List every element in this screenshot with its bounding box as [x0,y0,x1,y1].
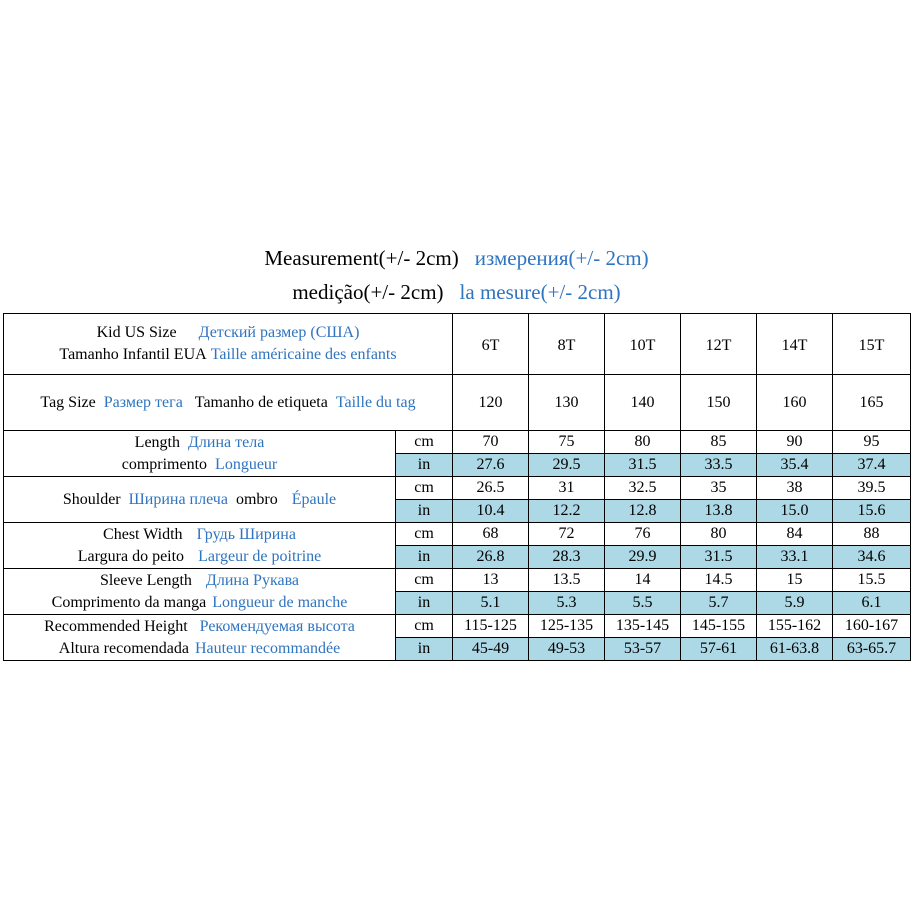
length-cm-value: 70 [453,431,529,454]
shoulder-pt: ombro [235,490,278,508]
shoulder-cm-row [4,477,911,500]
length-ru: Длина тела [188,433,265,451]
unit-in: in [396,500,453,523]
chest-in-value: 28.3 [529,546,605,569]
sleeve-ru: Длина Рукава [205,571,300,589]
chest-cm-value: 72 [529,523,605,546]
unit-cm: cm [396,569,453,592]
length-in-value: 37.4 [833,454,911,477]
header-row [4,314,911,375]
shoulder-cm-value: 39.5 [833,477,911,500]
length-pt: comprimento [121,455,208,473]
chest-cm-value: 68 [453,523,529,546]
shoulder-label [4,477,396,523]
size-10t: 10T [605,314,681,375]
shoulder-in-value: 12.8 [605,500,681,523]
length-cm-row [4,431,911,454]
sleeve-in-value: 6.1 [833,592,911,615]
tag-size-pt: Tamanho de etiqueta [194,393,328,411]
title-english: Measurement(+/- 2cm) [264,246,459,270]
height-in-value: 49-53 [529,638,605,661]
sleeve-cm-value: 14 [605,569,681,592]
unit-cm: cm [396,523,453,546]
height-en: Recommended Height [44,617,188,635]
height-in-value: 63-65.7 [833,638,911,661]
length-cm-value: 90 [757,431,833,454]
kid-size-en: Kid US Size [96,324,177,341]
height-cm-value: 145-155 [681,615,757,638]
shoulder-in-value: 15.6 [833,500,911,523]
height-cm-value: 160-167 [833,615,911,638]
shoulder-ru: Ширина плеча [128,490,228,508]
sleeve-cm-value: 15 [757,569,833,592]
chest-in-value: 33.1 [757,546,833,569]
size-15t: 15T [833,314,911,375]
tag-value: 120 [453,375,529,431]
length-cm-value: 75 [529,431,605,454]
length-fr: Longueur [215,455,278,473]
sleeve-in-value: 5.9 [757,592,833,615]
tag-value: 130 [529,375,605,431]
chest-ru: Грудь Ширина [196,525,296,543]
tag-value: 140 [605,375,681,431]
sleeve-cm-value: 14.5 [681,569,757,592]
tag-value: 160 [757,375,833,431]
unit-cm: cm [396,615,453,638]
shoulder-cm-value: 38 [757,477,833,500]
height-pt: Altura recomendada [58,639,189,657]
chest-cm-row [4,523,911,546]
shoulder-cm-value: 32.5 [605,477,681,500]
size-6t: 6T [453,314,529,375]
title-russian: измерения(+/- 2cm) [474,246,649,270]
shoulder-in-value: 12.2 [529,500,605,523]
unit-cm: cm [396,431,453,454]
chest-in-value: 34.6 [833,546,911,569]
height-cm-value: 115-125 [453,615,529,638]
sleeve-cm-row [4,569,911,592]
sleeve-label [4,569,396,615]
tag-value: 150 [681,375,757,431]
unit-cm: cm [396,477,453,500]
title-line-1 [0,246,913,271]
kid-size-fr: Taille américaine des enfants [210,346,397,363]
tag-size-label [4,375,453,431]
length-in-value: 35.4 [757,454,833,477]
sleeve-in-value: 5.7 [681,592,757,615]
title-portuguese: medição(+/- 2cm) [292,280,444,304]
chest-en: Chest Width [103,525,183,543]
length-in-value: 33.5 [681,454,757,477]
chest-fr: Largeur de poitrine [198,547,322,565]
height-cm-row [4,615,911,638]
length-en: Length [134,433,180,451]
chest-in-value: 29.9 [605,546,681,569]
unit-in: in [396,546,453,569]
sleeve-cm-value: 15.5 [833,569,911,592]
chest-cm-value: 88 [833,523,911,546]
chest-cm-value: 80 [681,523,757,546]
length-cm-value: 85 [681,431,757,454]
size-12t: 12T [681,314,757,375]
tag-size-ru: Размер тега [103,393,183,411]
tag-size-row [4,375,911,431]
sleeve-en: Sleeve Length [99,571,192,589]
chest-pt: Largura do peito [77,547,185,565]
chest-cm-value: 84 [757,523,833,546]
shoulder-in-value: 15.0 [757,500,833,523]
height-cm-value: 135-145 [605,615,681,638]
shoulder-cm-value: 26.5 [453,477,529,500]
length-label [4,431,396,477]
tag-size-en: Tag Size [40,393,96,411]
size-chart-table [3,313,911,661]
title-line-2 [0,280,913,305]
chest-cm-value: 76 [605,523,681,546]
length-cm-value: 80 [605,431,681,454]
shoulder-fr: Épaule [291,490,337,508]
chest-in-value: 31.5 [681,546,757,569]
sleeve-in-value: 5.5 [605,592,681,615]
sleeve-in-value: 5.3 [529,592,605,615]
length-cm-value: 95 [833,431,911,454]
unit-in: in [396,454,453,477]
height-in-value: 61-63.8 [757,638,833,661]
height-cm-value: 125-135 [529,615,605,638]
kid-size-pt: Tamanho Infantil EUA [59,346,207,363]
unit-in: in [396,592,453,615]
kid-size-label [4,314,453,375]
height-ru: Рекомендуемая высота [199,617,355,635]
sleeve-pt: Comprimento da manga [51,593,207,611]
shoulder-in-value: 10.4 [453,500,529,523]
height-in-value: 53-57 [605,638,681,661]
shoulder-in-value: 13.8 [681,500,757,523]
height-label [4,615,396,661]
unit-in: in [396,638,453,661]
height-cm-value: 155-162 [757,615,833,638]
size-8t: 8T [529,314,605,375]
kid-size-ru: Детский размер (США) [198,324,360,341]
shoulder-cm-value: 35 [681,477,757,500]
sleeve-fr: Longueur de manche [212,593,348,611]
sleeve-in-value: 5.1 [453,592,529,615]
length-in-value: 31.5 [605,454,681,477]
height-in-value: 45-49 [453,638,529,661]
size-14t: 14T [757,314,833,375]
title-french: la mesure(+/- 2cm) [459,280,621,304]
sleeve-cm-value: 13.5 [529,569,605,592]
length-in-value: 27.6 [453,454,529,477]
chest-in-value: 26.8 [453,546,529,569]
tag-value: 165 [833,375,911,431]
chest-label [4,523,396,569]
shoulder-en: Shoulder [62,490,121,508]
height-in-value: 57-61 [681,638,757,661]
shoulder-cm-value: 31 [529,477,605,500]
length-in-value: 29.5 [529,454,605,477]
sleeve-cm-value: 13 [453,569,529,592]
height-fr: Hauteur recommandée [194,639,341,657]
tag-size-fr: Taille du tag [335,393,416,411]
